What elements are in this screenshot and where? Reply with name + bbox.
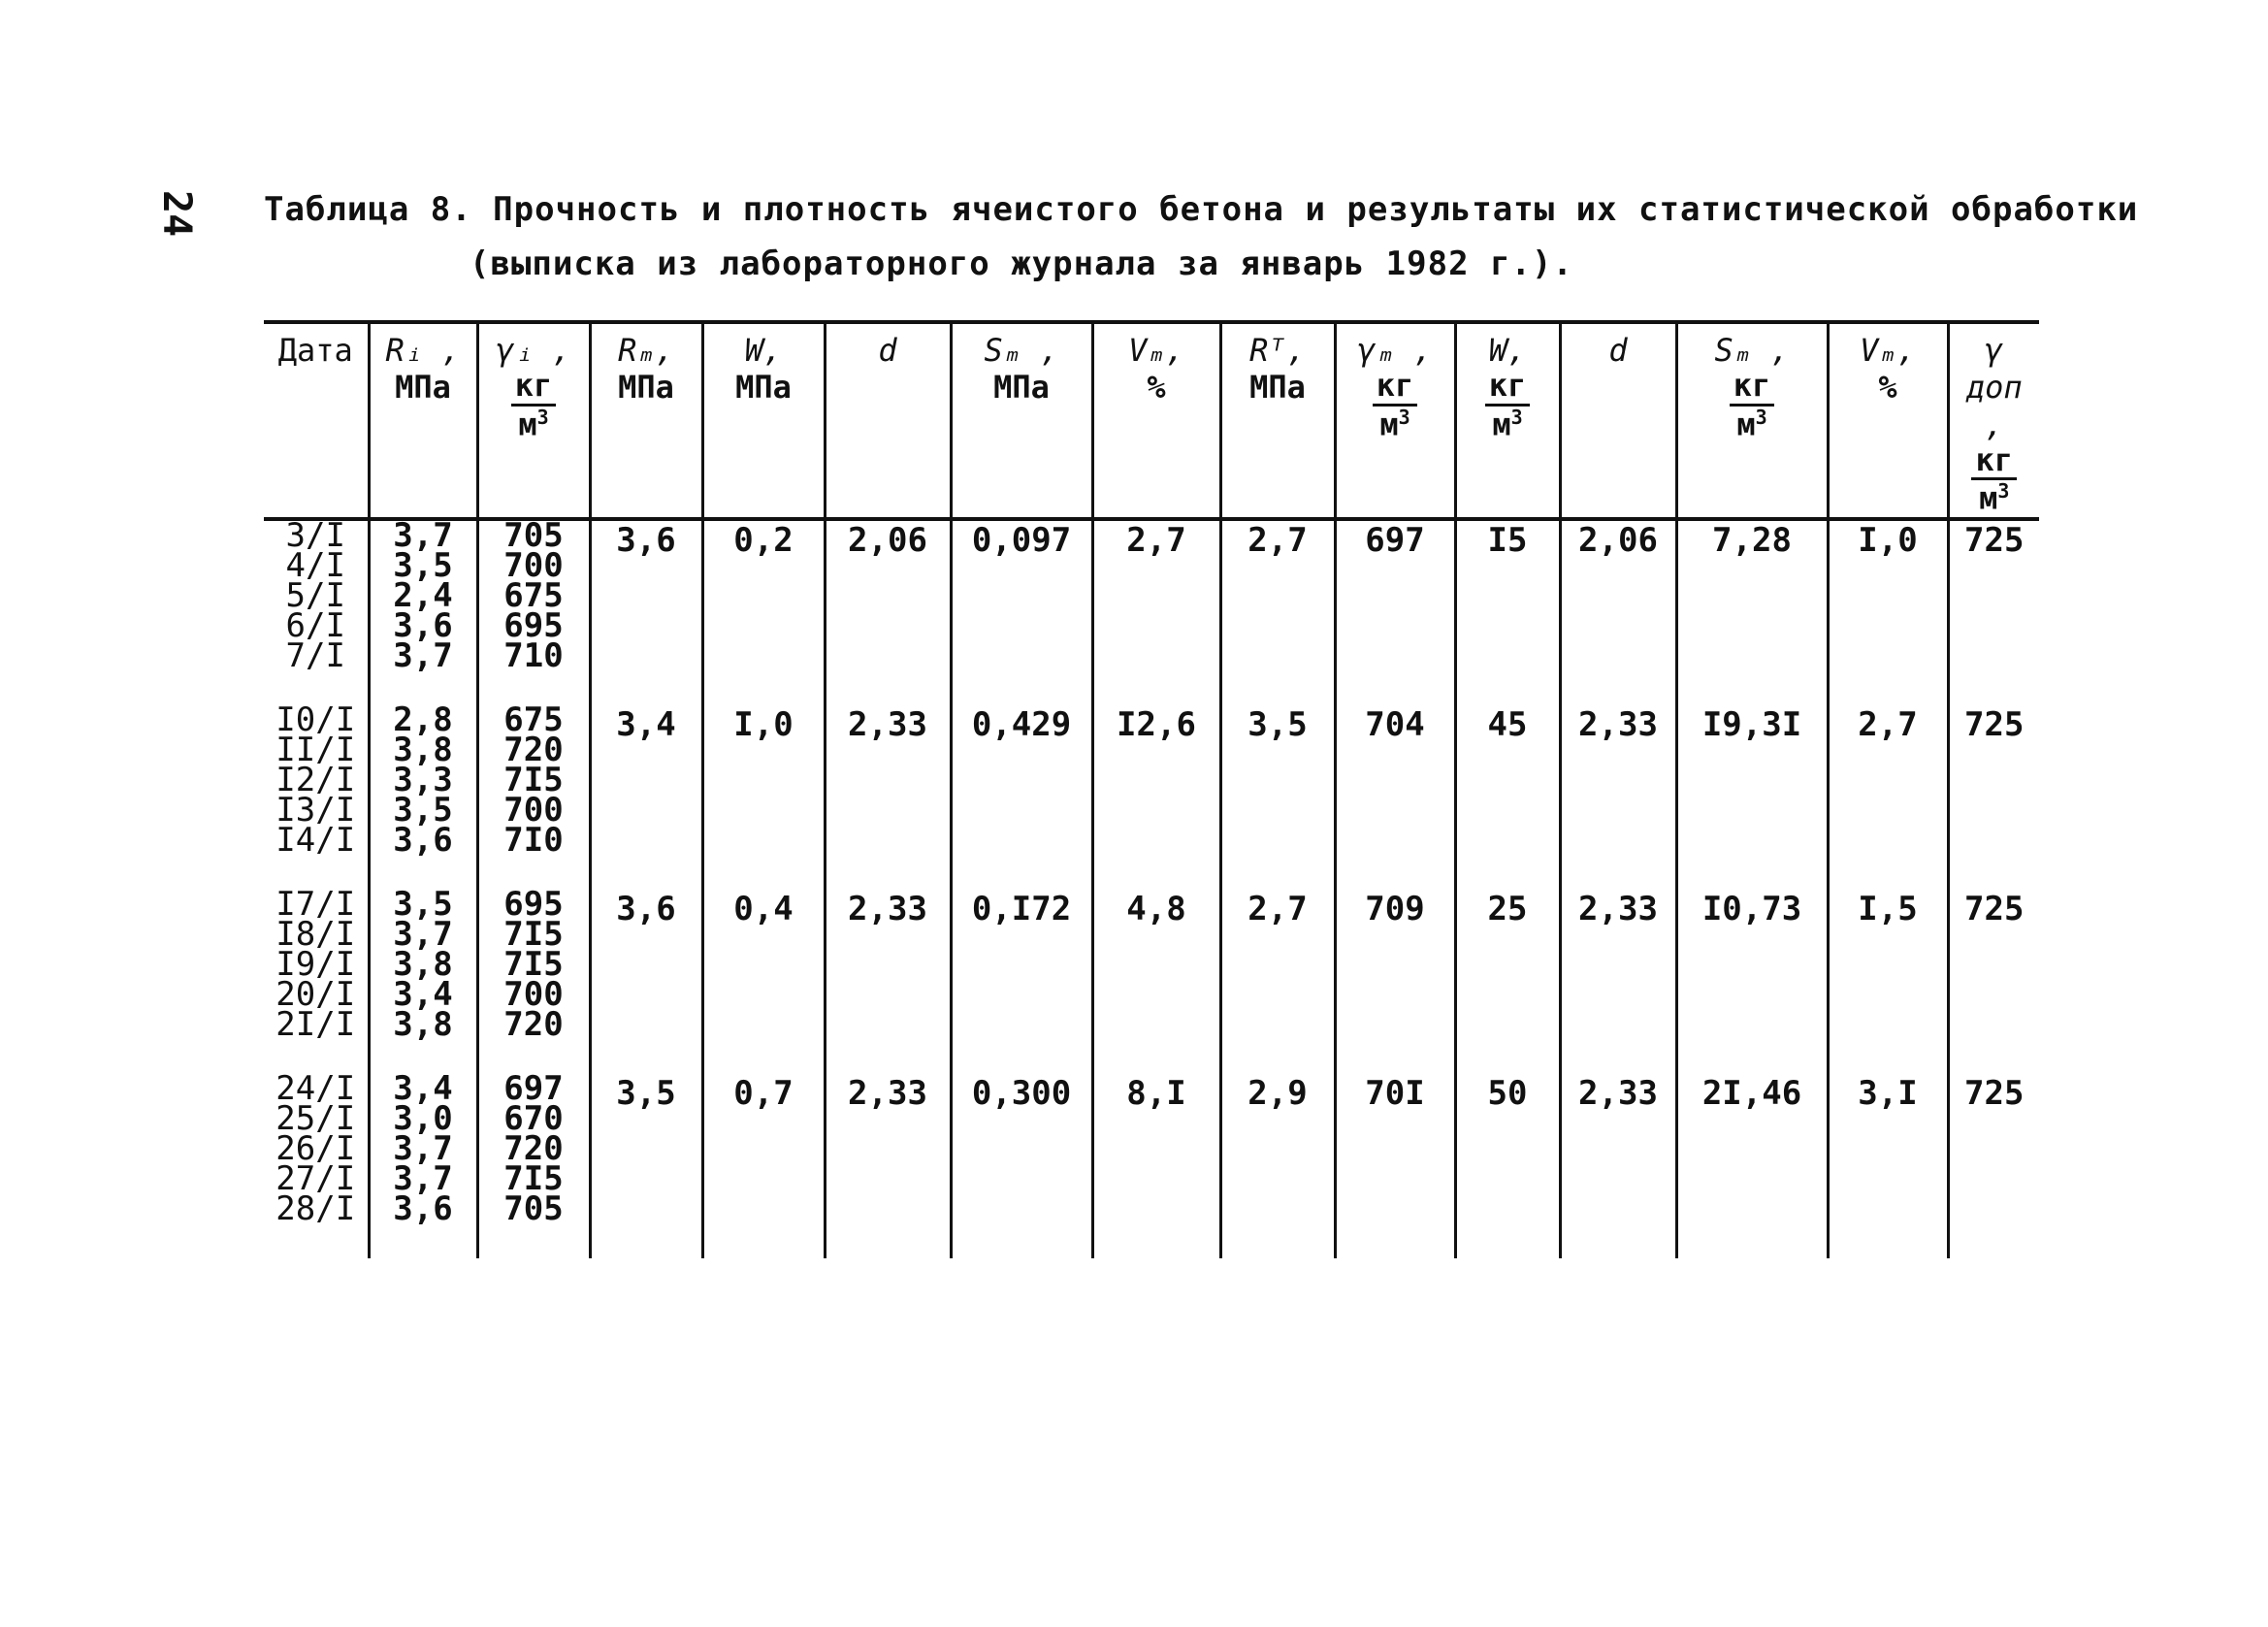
rm-cell: 3,6 <box>590 890 702 1074</box>
rm-cell: 3,4 <box>590 705 702 890</box>
table-row <box>264 519 2039 705</box>
sm-cell: 0,300 <box>951 1074 1092 1258</box>
header-d-density: d <box>1560 322 1676 519</box>
ri-cell: 3,4 3,0 3,7 3,7 3,6 <box>369 1074 477 1258</box>
dates-cell: I0/I II/I I2/I I3/I I4/I <box>275 700 356 861</box>
dates-cell: 24/I 25/I 26/I 27/I 28/I <box>275 1069 356 1229</box>
vm-cell: 4,8 <box>1092 890 1220 1074</box>
d-density-cell: 2,33 <box>1560 705 1676 890</box>
dates-cell: 3/I 4/I 5/I 6/I 7/I <box>285 516 345 676</box>
table-caption <box>264 190 2138 283</box>
gamma-m-cell: 709 <box>1335 890 1455 1074</box>
d-density-cell: 2,06 <box>1560 519 1676 705</box>
vm-density-cell: I,0 <box>1828 519 1948 705</box>
vm-density-cell: 2,7 <box>1828 705 1948 890</box>
rm-cell: 3,6 <box>590 519 702 705</box>
gamma-m-cell: 697 <box>1335 519 1455 705</box>
gamma-dop-cell: 725 <box>1948 519 2039 705</box>
rt-cell: 2,7 <box>1220 519 1335 705</box>
rm-cell: 3,5 <box>590 1074 702 1258</box>
sm-cell: 0,097 <box>951 519 1092 705</box>
gamma-i-cell: 697 670 720 7I5 705 <box>477 1074 590 1258</box>
header-date: Дата <box>277 332 353 369</box>
caption-line-1: Таблица 8. Прочность и плотность ячеистого бетона и результаты их статистической обработки <box>264 190 2139 229</box>
w-cell: 0,4 <box>702 890 825 1074</box>
ri-cell: 2,8 3,8 3,3 3,5 3,6 <box>369 705 477 890</box>
header-rm: Rₘ, МПа <box>590 322 702 519</box>
w-cell: 0,2 <box>702 519 825 705</box>
w-cell: 0,7 <box>702 1074 825 1258</box>
d-cell: 2,33 <box>825 890 951 1074</box>
header-sm: Sₘ , МПа <box>951 322 1092 519</box>
page-number: 24 <box>154 190 199 238</box>
header-gamma-m: γₘ , $\frac{кг}{м^3}$ <box>1335 322 1455 519</box>
header-w-density: W, $\frac{кг}{м^3}$ <box>1455 322 1560 519</box>
header-vm-density: Vₘ, % <box>1828 322 1948 519</box>
sm-density-cell: I0,73 <box>1676 890 1828 1074</box>
w-density-cell: 45 <box>1455 705 1560 890</box>
sm-density-cell: I9,3I <box>1676 705 1828 890</box>
table-row <box>264 705 2039 890</box>
vm-density-cell: 3,I <box>1828 1074 1948 1258</box>
caption-line-2: (выписка из лабораторного журнала за январь 1982 г.). <box>470 244 1573 283</box>
sm-density-cell: 7,28 <box>1676 519 1828 705</box>
gamma-m-cell: 70I <box>1335 1074 1455 1258</box>
gamma-i-cell: 695 7I5 7I5 700 720 <box>477 890 590 1074</box>
header-vm: Vₘ, % <box>1092 322 1220 519</box>
header-rt: Rᵀ, МПа <box>1220 322 1335 519</box>
ri-cell: 3,5 3,7 3,8 3,4 3,8 <box>369 890 477 1074</box>
d-cell: 2,33 <box>825 705 951 890</box>
sm-cell: 0,429 <box>951 705 1092 890</box>
sm-density-cell: 2I,46 <box>1676 1074 1828 1258</box>
w-density-cell: 25 <box>1455 890 1560 1074</box>
d-density-cell: 2,33 <box>1560 890 1676 1074</box>
d-density-cell: 2,33 <box>1560 1074 1676 1258</box>
table-row <box>264 1074 2039 1258</box>
vm-cell: I2,6 <box>1092 705 1220 890</box>
vm-cell: 8,I <box>1092 1074 1220 1258</box>
gamma-dop-cell: 725 <box>1948 705 2039 890</box>
rt-cell: 2,7 <box>1220 890 1335 1074</box>
header-d: d <box>825 322 951 519</box>
header-row <box>264 322 2039 519</box>
header-gamma-i: γᵢ , $\frac{кг}{м^3}$ <box>477 322 590 519</box>
gamma-dop-cell: 725 <box>1948 890 2039 1074</box>
header-gamma-dop: γ доп , $\frac{кг}{м^3}$ <box>1948 322 2039 519</box>
table-row <box>264 890 2039 1074</box>
vm-density-cell: I,5 <box>1828 890 1948 1074</box>
w-cell: I,0 <box>702 705 825 890</box>
d-cell: 2,06 <box>825 519 951 705</box>
vm-cell: 2,7 <box>1092 519 1220 705</box>
w-density-cell: 50 <box>1455 1074 1560 1258</box>
d-cell: 2,33 <box>825 1074 951 1258</box>
header-sm-density: Sₘ , $\frac{кг}{м^3}$ <box>1676 322 1828 519</box>
header-ri: Rᵢ , МПа <box>369 322 477 519</box>
dates-cell: I7/I I8/I I9/I 20/I 2I/I <box>275 885 356 1045</box>
rt-cell: 3,5 <box>1220 705 1335 890</box>
ri-cell: 3,7 3,5 2,4 3,6 3,7 <box>369 519 477 705</box>
header-w: W, МПа <box>702 322 825 519</box>
w-density-cell: I5 <box>1455 519 1560 705</box>
gamma-m-cell: 704 <box>1335 705 1455 890</box>
gamma-i-cell: 705 700 675 695 710 <box>477 519 590 705</box>
rt-cell: 2,9 <box>1220 1074 1335 1258</box>
gamma-dop-cell: 725 <box>1948 1074 2039 1258</box>
sm-cell: 0,I72 <box>951 890 1092 1074</box>
gamma-i-cell: 675 720 7I5 700 7I0 <box>477 705 590 890</box>
results-table <box>264 320 2039 1258</box>
